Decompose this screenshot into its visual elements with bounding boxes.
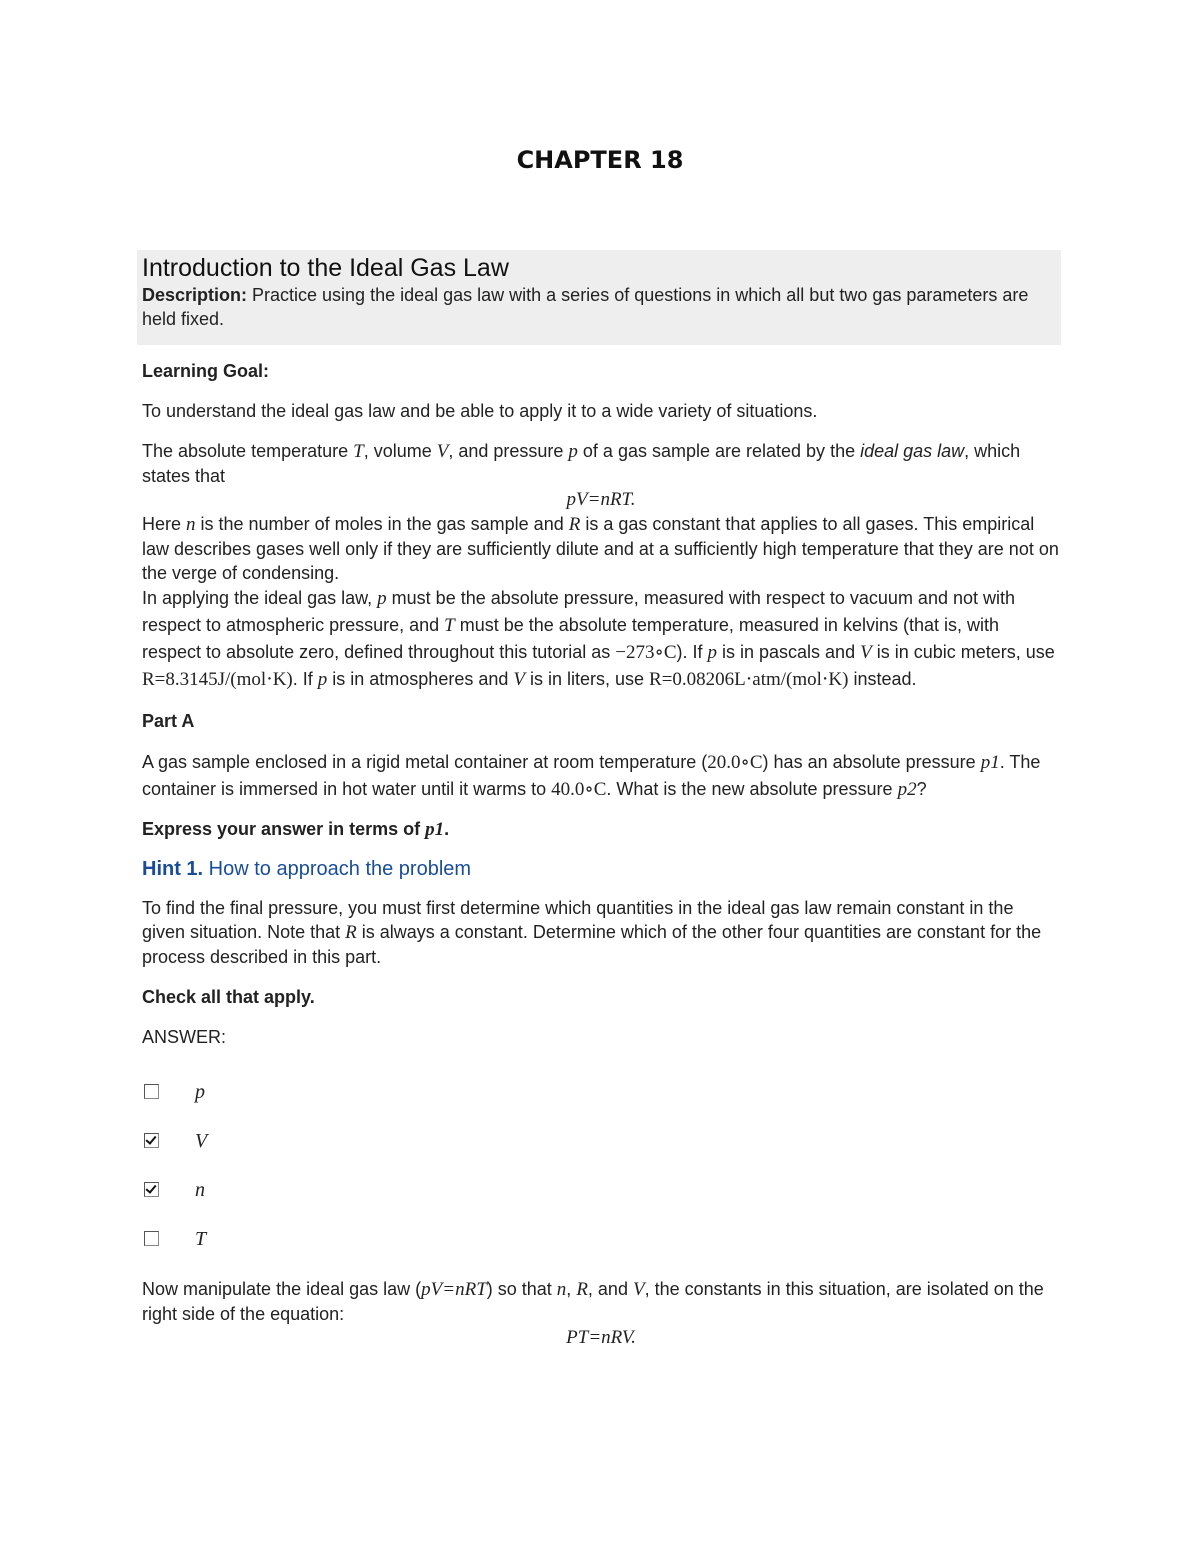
math-var: n: [186, 514, 196, 535]
hint-text: [142, 896, 1060, 969]
equation-rearranged: PT=nRV.: [566, 1327, 636, 1348]
math-var: p: [317, 669, 328, 690]
manipulate-paragraph: [142, 1277, 1060, 1326]
math-var: V: [860, 642, 872, 663]
intro-title: Introduction to the Ideal Gas Law: [142, 254, 509, 282]
checkbox-t[interactable]: [144, 1231, 159, 1246]
text-span: is in pascals and: [717, 642, 861, 662]
text-span: To find the final pressure, you must first determine which quantities in the ideal gas law remain constant in the given situation. Note that: [142, 898, 1014, 942]
math-var: V: [632, 1279, 645, 1300]
text-span: Express your answer in terms of: [142, 819, 426, 839]
math-var: p2: [897, 779, 917, 800]
math-var: n: [556, 1279, 567, 1300]
text-span: .: [444, 819, 450, 839]
moles-paragraph: [142, 512, 1060, 585]
choice-v[interactable]: [142, 1116, 1060, 1165]
hint-title: How to approach the problem: [203, 858, 472, 880]
text-span: ,: [566, 1279, 577, 1299]
text-span: , and: [587, 1279, 633, 1299]
answer-label: ANSWER:: [142, 1027, 227, 1047]
part-a-question: [142, 749, 1060, 803]
math-expr: 40.0∘C: [551, 779, 607, 800]
hint-number: Hint 1.: [142, 858, 204, 880]
express-instruction: [142, 817, 1060, 842]
choice-label-p: p: [195, 1080, 205, 1103]
checkbox-v[interactable]: [144, 1133, 159, 1148]
ideal-gas-paragraph: [142, 439, 1060, 488]
math-expr: 20.0∘C: [707, 752, 763, 773]
math-var: p: [568, 441, 578, 462]
document-body: [142, 250, 1060, 1350]
text-span: of a gas sample are related by the: [577, 441, 861, 461]
math-var: p1: [980, 752, 1000, 773]
text-span: , volume: [363, 441, 437, 461]
text-span: ). If: [676, 642, 708, 662]
ideal-gas-law-term: ideal gas law: [860, 441, 965, 461]
choice-p[interactable]: [142, 1067, 1060, 1116]
answer-choices: [142, 1067, 1060, 1263]
math-var: p1: [425, 819, 445, 840]
chapter-title: CHAPTER 18: [516, 146, 684, 174]
intro-description: [142, 283, 1055, 331]
text-span: ?: [916, 779, 927, 799]
choice-t[interactable]: [142, 1214, 1060, 1263]
part-a-label: Part A: [142, 711, 195, 731]
text-span: . What is the new absolute pressure: [606, 779, 898, 799]
checkbox-n[interactable]: [144, 1182, 159, 1197]
math-var: V: [513, 669, 525, 690]
text-span: , the constants in this situation, are isolated on the right side of the equation:: [142, 1279, 1044, 1324]
text-span: , and pressure: [448, 441, 569, 461]
text-span: is the number of moles in the gas sample and: [195, 514, 569, 534]
text-span: is a gas constant that applies to all gases. This empirical law describes gases well only if they are sufficiently dilute and at a sufficiently high temperature that they are not on the verge of condensing.: [142, 514, 1059, 583]
math-expr: R=8.3145J/(mol⋅K): [142, 669, 293, 690]
absolute-units-paragraph: [142, 585, 1060, 693]
choice-label-v: V: [195, 1129, 208, 1152]
text-span: . The container is immersed in hot water until it warms to: [142, 752, 1041, 799]
learning-goal-label: Learning Goal:: [142, 361, 270, 381]
description-label: Description:: [142, 285, 248, 305]
text-span: is in liters, use: [524, 669, 650, 689]
math-var: p: [377, 588, 387, 609]
intro-box: [137, 250, 1061, 345]
text-span: is always a constant. Determine which of the other four quantities are constant for the process described in this part.: [142, 922, 1042, 967]
text-span: , which states that: [142, 441, 1021, 486]
math-var: p: [707, 642, 717, 663]
learning-goal-text: To understand the ideal gas law and be able to apply it to a wide variety of situations.: [142, 401, 818, 421]
description-text: Practice using the ideal gas law with a series of questions in which all but two gas parameters are held fixed.: [142, 285, 1029, 329]
text-span: Here: [142, 514, 187, 534]
text-span: is in cubic meters, use: [871, 642, 1055, 662]
text-span: is in atmospheres and: [327, 669, 514, 689]
text-span: Now manipulate the ideal gas law (: [142, 1279, 422, 1299]
hint-heading[interactable]: [142, 856, 1060, 882]
text-span: must be the absolute pressure, measured with respect to vacuum and not with respect to atmospheric pressure, and: [142, 588, 1016, 635]
text-span: A gas sample enclosed in a rigid metal container at room temperature (: [142, 752, 708, 772]
math-var: V: [436, 441, 449, 462]
math-var: R: [345, 922, 357, 943]
math-var: R: [576, 1279, 588, 1300]
math-expr: −273∘C: [615, 642, 677, 663]
text-span: In applying the ideal gas law,: [142, 588, 378, 608]
text-span: ) has an absolute pressure: [762, 752, 981, 772]
text-span: The absolute temperature: [142, 441, 354, 461]
math-expr: pV=nRT: [421, 1279, 487, 1300]
equation-ideal-gas: pV=nRT.: [566, 489, 636, 510]
checkbox-p[interactable]: [144, 1084, 159, 1099]
math-var: T: [353, 441, 364, 462]
choice-label-t: T: [195, 1227, 207, 1250]
choice-n[interactable]: [142, 1165, 1060, 1214]
math-expr: R=0.08206L⋅atm/(mol⋅K): [649, 669, 849, 690]
text-span: instead.: [848, 669, 917, 689]
math-var: R: [568, 514, 581, 535]
text-span: . If: [292, 669, 318, 689]
choice-label-n: n: [195, 1178, 205, 1201]
math-var: T: [444, 615, 455, 636]
text-span: must be the absolute temperature, measured in kelvins (that is, with respect to absolute zero, defined throughout this tutorial as: [142, 615, 999, 662]
text-span: ) so that: [486, 1279, 557, 1299]
check-all-instruction: Check all that apply.: [142, 987, 315, 1007]
